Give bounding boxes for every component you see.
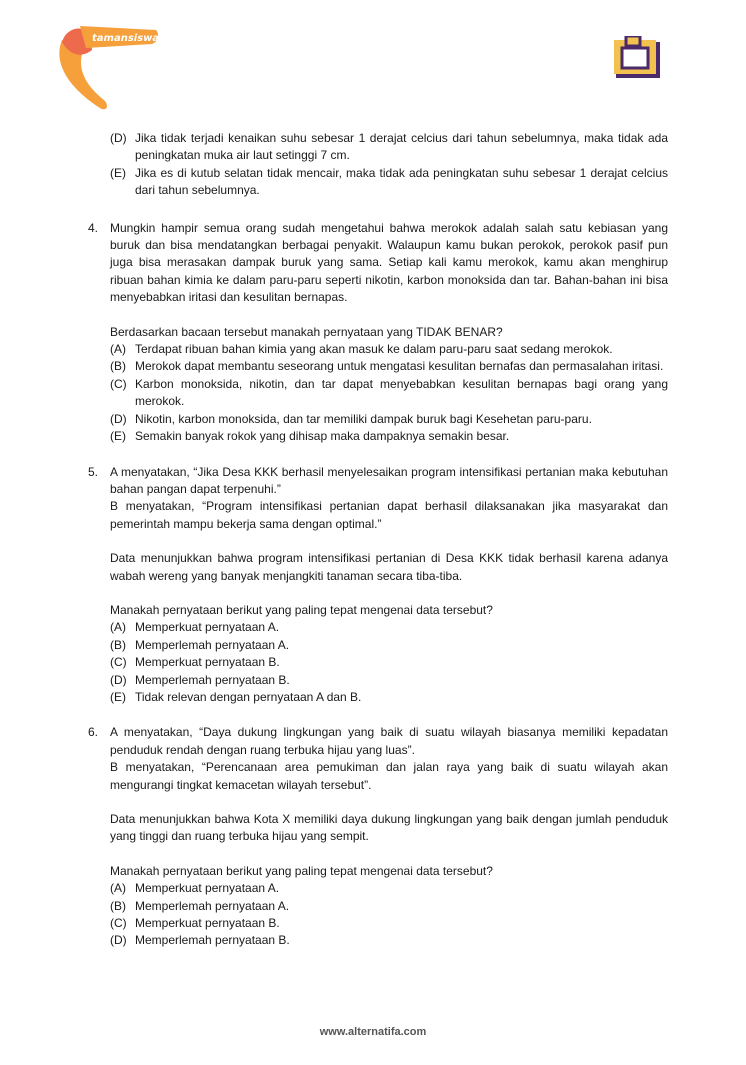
data-text: Data menunjukkan bahwa Kota X memiliki daya dukung lingkungan yang baik dengan jumlah penduduk yang tinggi dan ruang terbuka hijau yang sempit. (110, 812, 668, 844)
document-body (88, 130, 668, 950)
option-a: (A) Memperkuat pernyataan A. (110, 620, 280, 635)
statement-b: B menyatakan, “Perencanaan area pemukiman dan jalan raya yang baik di suatu wilayah akan mengurangi tingkat kemacetan wilayah tersebut”. (110, 760, 668, 792)
option-c: (C) Memperkuat pernyataan B. (110, 655, 280, 670)
option: (E) Jika es di kutub selatan tidak mencair, maka tidak ada peningkatan suhu sebesar 1 derajat celcius dari tahun sebelumnya. (110, 165, 668, 198)
square-logo-icon (612, 36, 664, 80)
intro-options (110, 130, 668, 200)
option-a: (A) Memperkuat pernyataan A. (110, 881, 280, 896)
option-a: (A) Terdapat ribuan bahan kimia yang akan masuk ke dalam paru-paru saat sedang merokok. (110, 342, 613, 357)
statement-b: B menyatakan, “Program intensifikasi pertanian dapat berhasil dilaksanakan jika masyarakat dan pemerintah mampu bekerja sama dengan optimal.” (110, 499, 668, 531)
statement-a: A menyatakan, “Daya dukung lingkungan yang baik di suatu wilayah biasanya memiliki kepadatan penduduk rendah dengan ruang terbuka hijau yang luas”. (110, 725, 668, 757)
option-b: (B) Merokok dapat membantu seseorang untuk mengatasi kesulitan bernafas dan permasalahan iritasi. (110, 359, 664, 374)
footer-url[interactable]: www.alternatifa.com (319, 1026, 427, 1038)
question-paragraph: Mungkin hampir semua orang sudah mengetahui bahwa merokok adalah salah satu kebiasan yang buruk dan bisa mendatangkan berbagai penyakit. Walaupun kamu bukan perokok, perokok pasif pun juga bisa merasakan dampak buruk yang sama. Setiap kali kamu merokok, kamu akan menghirup ribuan bahan kimia ke dalam paru-paru seperti nikotin, karbon monoksida dan tar. Bahan-bahan ini bisa menyebabkan iritasi dan kesulitan bernapas. (110, 220, 668, 305)
logo-text: tamansiswa (92, 33, 160, 44)
option-c: (C) Memperkuat pernyataan B. (110, 916, 280, 931)
question-6 (88, 724, 668, 949)
question-number: 6. (88, 725, 99, 740)
tamansiswa-logo (52, 20, 162, 115)
option-d: (D) Memperlemah pernyataan B. (110, 933, 290, 948)
option-d: (D) Memperlemah pernyataan B. (110, 672, 290, 687)
question-prompt: Manakah pernyataan berikut yang paling tepat mengenai data tersebut? (110, 863, 493, 878)
question-prompt: Manakah pernyataan berikut yang paling tepat mengenai data tersebut? (110, 602, 493, 617)
question-5 (88, 464, 668, 707)
question-number: 4. (88, 220, 99, 235)
data-text: Data menunjukkan bahwa program intensifikasi pertanian di Desa KKK tidak berhasil karena adanya wabah wereng yang banyak menjangkiti tanaman secara tiba-tiba. (110, 551, 668, 583)
option-e: (E) Tidak relevan dengan pernyataan A dan B. (110, 689, 362, 704)
question-4 (88, 220, 668, 446)
option: (D) Jika tidak terjadi kenaikan suhu sebesar 1 derajat celcius dari tahun sebelumnya, maka tidak ada peningkatan muka air laut setinggi 7 cm. (110, 131, 668, 163)
option-e: (E) Semakin banyak rokok yang dihisap maka dampaknya semakin besar. (110, 429, 510, 444)
option-b: (B) Memperlemah pernyataan A. (110, 898, 290, 913)
option-c: (C) Karbon monoksida, nikotin, dan tar dapat menyebabkan kesulitan bernapas bagi orang yang merokok. (110, 376, 668, 409)
question-prompt: Berdasarkan bacaan tersebut manakah pernyataan yang TIDAK BENAR? (110, 324, 503, 339)
option-b: (B) Memperlemah pernyataan A. (110, 637, 290, 652)
question-number: 5. (88, 464, 99, 479)
statement-a: A menyatakan, “Jika Desa KKK berhasil menyelesaikan program intensifikasi pertanian maka kebutuhan bahan pangan dapat terpenuhi.” (110, 464, 668, 496)
option-d: (D) Nikotin, karbon monoksida, dan tar memiliki dampak buruk bagi Kesehetan paru-paru. (110, 411, 592, 426)
